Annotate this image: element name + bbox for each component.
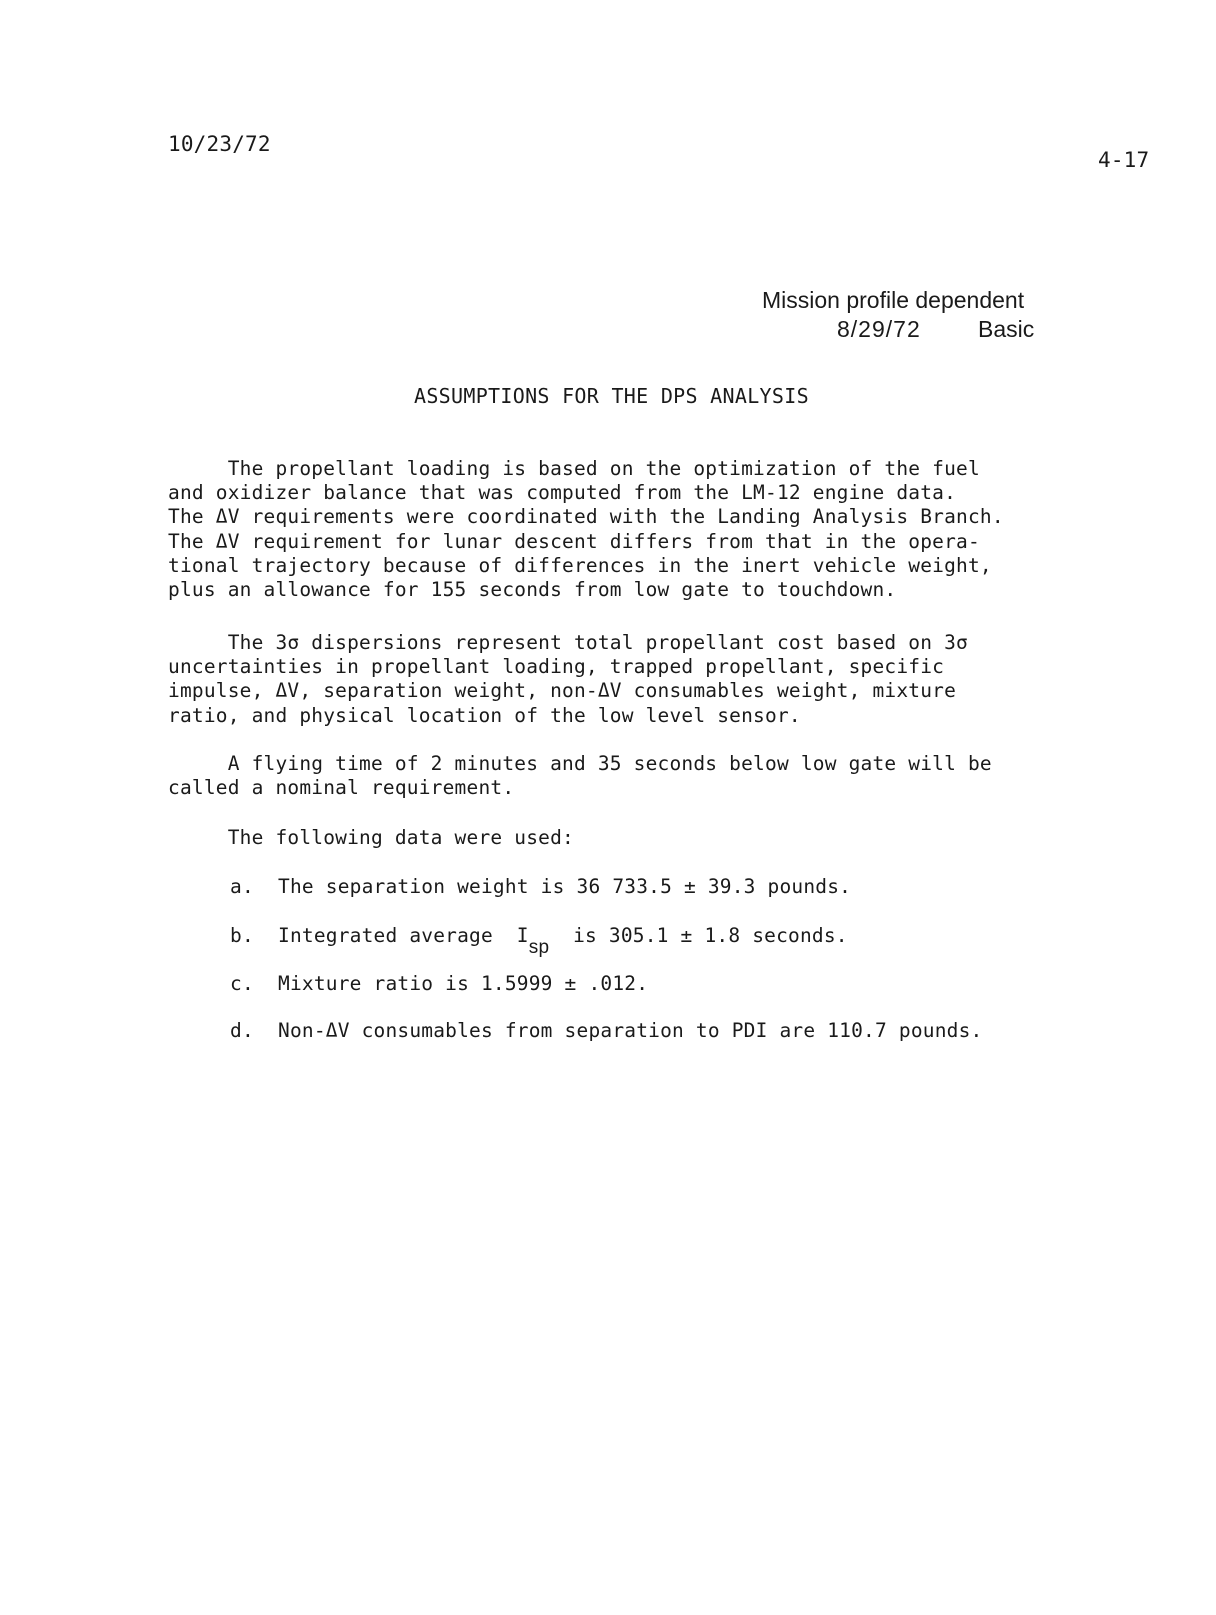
list-item [230,972,648,996]
paragraph-dispersions: The 3σ dispersions represent total propellant cost based on 3σ uncertainties in propellant loading, trapped propellant, specific impulse, ΔV, separation weight, non-ΔV consumables weight, mixture ratio, and physical location of the low level sensor. [168,631,968,727]
revision-date: 8/29/72 [837,316,921,342]
paragraph-propellant-loading: The propellant loading is based on the optimization of the fuel and oxidizer balance that was computed from the LM-12 engine data. The ΔV requirements were coordinated with the Landing Analysis Branch. The ΔV requirement for lunar descent differs from that in the opera- tional trajectory because of differences in the inert vehicle weight, plus an allowance for 155 seconds from low gate to touchdown. [168,457,1004,602]
list-item-letter: d. [230,1019,254,1042]
list-item-text: The separation weight is 36 733.5 ± 39.3 pounds. [278,875,852,898]
list-item-letter: c. [230,972,254,995]
list-item-text: Mixture ratio is 1.5999 ± .012. [278,972,649,995]
page-number: 4-17 [1098,148,1150,172]
list-item-letter: b. [230,924,254,947]
paragraph-data-intro: The following data were used: [168,826,574,849]
list-item [230,924,848,958]
page-title: ASSUMPTIONS FOR THE DPS ANALYSIS [414,384,809,408]
list-item-letter: a. [230,875,254,898]
isp-subscript: sp [528,937,550,958]
document-date: 10/23/72 [168,132,271,156]
list-item [230,875,851,899]
revision-status: Basic [978,316,1035,342]
list-item-text: Non-ΔV consumables from separation to PDI are 110.7 pounds. [278,1019,983,1042]
list-item-text-before: Integrated average I [278,924,529,947]
paragraph-flying-time: A flying time of 2 minutes and 35 seconds below low gate will be called a nominal requirement. [168,752,992,800]
list-item-text-after: is 305.1 ± 1.8 seconds. [549,924,848,947]
mission-profile-note: Mission profile dependent [762,287,1025,313]
list-item [230,1019,982,1043]
